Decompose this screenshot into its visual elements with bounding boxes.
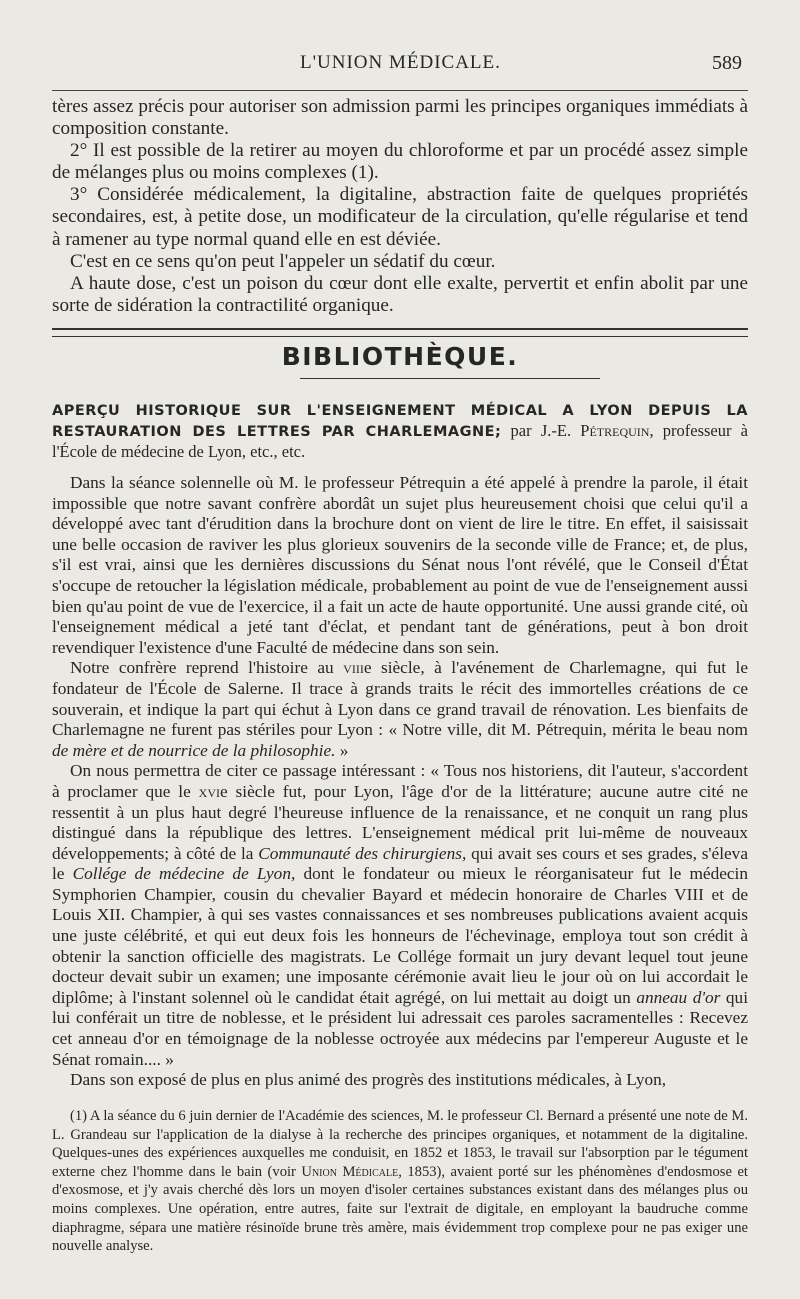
paragraph: 3° Considérée médicalement, la digitaline, abstraction faite de quelques propriétés secondaires, est, à petite dose, un modificateur de la circulation, qu'elle régularise et tend à ramener au type normal quand elle en est déviée. [52, 184, 748, 250]
title-underline [300, 378, 600, 379]
section-title: BIBLIOTHÈQUE. [281, 342, 519, 371]
running-title: L'UNION MÉDICALE. [300, 52, 501, 73]
paragraph: Dans la séance solennelle où M. le professeur Pétrequin a été appelé à prendre la parole, il était impossible que notre savant confrère abordât un sujet plus heureusement choisi que celui qu'il a développé avec tant d'érudition dans la brochure dont on vient de lire le titre. En effet, il saisissait une belle occasion de raviver les plus glorieux souvenirs de la seconde ville de France; et, de plus, s'il est vrai, ainsi que les dernières discussions du Sénat nous l'ont révélé, que le Conseil d'État s'occupe de retoucher la législation médicale, probablement au point de vue de l'enseignement aussi bien qu'au point de vue de l'exercice, il a fait un acte de haute opportunité. Une aussi grande cité, où l'enseignement médical a jeté tant d'éclat, et pendant tant de générations, peut à bon droit revendiquer l'existence d'une Faculté de médecine dans son sein. [52, 473, 748, 657]
paragraph: On nous permettra de citer ce passage intéressant : « Tous nos historiens, dit l'auteur, s'accordent à proclamer que le xvie siècle fut, pour Lyon, l'âge d'or de la littérature; aucune autre cité ne ressentit à un plus haut degré l'heureuse influence de la renaissance, et ne conquit un rang plus distingué dans la république des lettres. L'enseignement médical prit lui-même de nouveaux développements; à côté de la Communauté des chirurgiens, qui avait ses cours et ses grades, s'éleva le Collége de médecine de Lyon, dont le fondateur ou mieux le réorganisateur fut le médecin Symphorien Champier, cousin du chevalier Bayard et médecin honoraire de Charles VIII et de Louis XII. Champier, à qui ses vastes connaissances et ses nombreuses publications avaient acquis une juste célébrité, et qui eut deux fois les honneurs de l'échevinage, employa tout son crédit à obtenir la sanction officielle des magistrats. Le Collége formait un jury devant lequel tout jeune docteur devait subir un examen; une imposante cérémonie avait lieu le jour où on lui accordait le diplôme; à l'instant solennel où le candidat était agrégé, on lui mettait au doigt un anneau d'or qui lui conférait un titre de noblesse, et le président lui adressait ces paroles sacramentelles : Recevez cet anneau d'or en témoignage de la noblesse octroyée aux médecins par l'empereur Auguste et le Sénat romain.... » [52, 761, 749, 1069]
review-body [52, 473, 748, 1091]
review-author-suffix: , professeur à l'École de médecine de Lyon, etc., etc. [52, 421, 748, 461]
paragraph: Dans son exposé de plus en plus animé des progrès des institutions médicales, à Lyon, [70, 1070, 667, 1090]
paragraph: Notre confrère reprend l'histoire au viiie siècle, à l'avénement de Charlemagne, qui fut le fondateur de l'École de Salerne. Il trace à grands traits le récit des immortelles créations de ce souverain, et indique la part qui échut à Lyon dans ce grand travail de rénovation. Les bienfaits de Charlemagne ne furent pas stériles pour Lyon : « Notre ville, dit M. Pétrequin, mérita le beau nom de mère et de nourrice de la philosophie. » [52, 658, 748, 760]
review-author: J.-E. Pétrequin [540, 421, 650, 440]
paragraph: A haute dose, c'est un poison du cœur dont elle exalte, pervertit et enfin abolit par une sorte de sidération la contractilité organique. [52, 272, 748, 316]
footnote: (1) A la séance du 6 juin dernier de l'Académie des sciences, M. le professeur Cl. Bernard a présenté une note de M. L. Grandeau sur l'application de la dialyse à la recherche des principes organiques, et notamment de la digitaline. Quelques-unes des expériences auxquelles me conduisit, en 1852 et 1853, le travail sur l'absorption par le tégument externe chez l'homme dans le bain (voir Union Médicale, 1853), avaient porté sur les phénomènes d'endosmose et d'exosmose, et j'y avais cherché dès lors un moyen d'isoler certaines substances existant dans des mélanges plus ou moins complexes. Une opération, entre autres, faite sur l'extrait de digitale, en employant la baudruche comme diaphragme, sépara une matière résinoïde brune très amère, mais évidemment trop complexe pour ne pas exiger une nouvelle analyse. [52, 1108, 748, 1255]
review-author-prefix: par [501, 421, 541, 440]
digitaline-conclusions [52, 96, 748, 317]
page-number: 589 [712, 52, 742, 74]
review-heading [52, 400, 748, 462]
section-separator [52, 328, 748, 337]
paragraph: C'est en ce sens qu'on peut l'appeler un sédatif du cœur. [70, 250, 496, 272]
page-header [52, 52, 748, 82]
header-rule [52, 90, 748, 91]
review-title: APERÇU HISTORIQUE SUR L'ENSEIGNEMENT MÉDICAL A LYON DEPUIS LA RESTAURATION DES LETTRES PAR CHARLEMAGNE; [52, 403, 748, 440]
paragraph: 2° Il est possible de la retirer au moyen du chloroforme et par un procédé assez simple de mélanges plus ou moins complexes (1). [52, 140, 748, 184]
paragraph: tères assez précis pour autoriser son admission parmi les principes organiques immédiats à composition constante. [52, 96, 748, 140]
